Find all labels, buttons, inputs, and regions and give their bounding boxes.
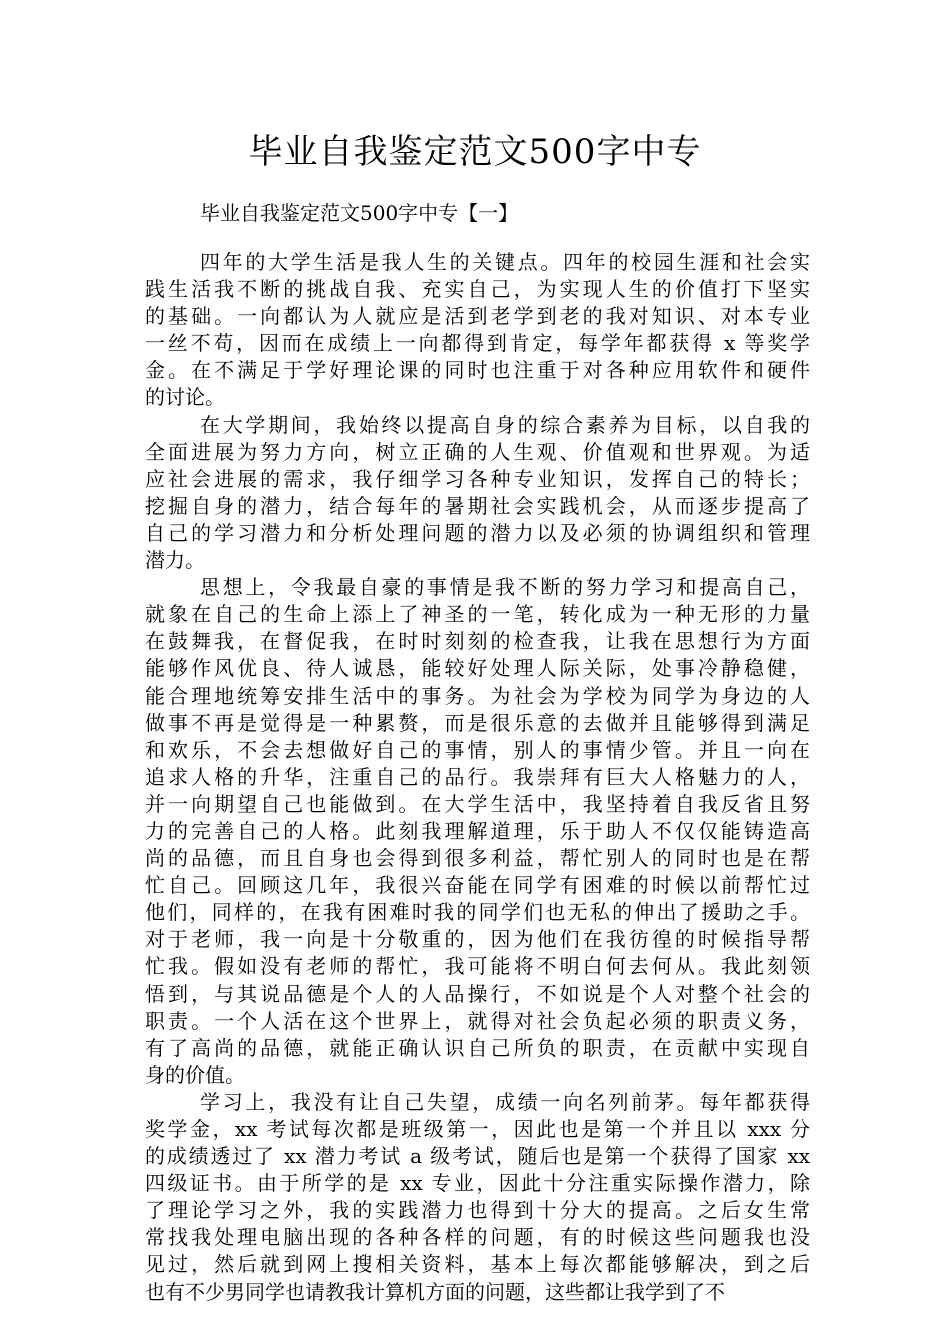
- text-line: 力的完善自己的人格。此刻我理解道理，乐于助人不仅仅能铸造高: [145, 818, 810, 843]
- text-line: 做事不再是觉得是一种累赘，而是很乐意的去做并且能够得到满足: [145, 710, 810, 735]
- text-line: 就象在自己的生命上添上了神圣的一笔，转化成为一种无形的力量: [145, 602, 810, 627]
- text-line: 能够作风优良、待人诚恳，能较好处理人际关际，处事冷静稳健，: [145, 656, 810, 681]
- paragraph: [145, 1089, 810, 1306]
- document-title: 毕业自我鉴定范文500字中专: [248, 132, 702, 172]
- text-line: 全面进展为努力方向，树立正确的人生观、价值观和世界观。为适: [145, 439, 810, 464]
- text-line: 践生活我不断的挑战自我、充实自己，为实现人生的价值打下坚实: [145, 277, 810, 302]
- text-line: 学习上，我没有让自己失望，成绩一向名列前茅。每年都获得: [200, 1089, 810, 1114]
- text-line: 的成绩透过了 xx 潜力考试 a 级考试，随后也是第一个获得了国家 xx: [145, 1144, 810, 1169]
- text-line: 在鼓舞我，在督促我，在时时刻刻的检查我，让我在思想行为方面: [145, 629, 810, 654]
- paragraph: [145, 412, 810, 575]
- text-line: 尚的品德，而且自身也会得到很多利益，帮忙别人的同时也是在帮: [145, 846, 810, 871]
- text-line: 挖掘自身的潜力，结合每年的暑期社会实践机会，从而逐步提高了: [145, 493, 810, 518]
- text-line: 有了高尚的品德，就能正确认识自己所负的职责，在贡献中实现自: [145, 1035, 810, 1060]
- text-line: 自己的学习潜力和分析处理问题的潜力以及必须的协调组织和管理: [145, 520, 810, 545]
- text-line: 和欢乐，不会去想做好自己的事情，别人的事情少管。并且一向在: [145, 737, 810, 762]
- text-line: 的基础。一向都认为人就应是活到老学到老的我对知识、对本专业: [145, 304, 810, 329]
- text-line: 他们，同样的，在我有困难时我的同学们也无私的伸出了援助之手。: [145, 900, 810, 925]
- paragraph: [145, 574, 810, 1089]
- text-line: 金。在不满足于学好理论课的同时也注重于对各种应用软件和硬件: [145, 358, 810, 383]
- text-line: 应社会进展的需求，我仔细学习各种专业知识，发挥自己的特长；: [145, 466, 810, 491]
- section-heading: 毕业自我鉴定范文500字中专【一】: [200, 201, 519, 225]
- text-line: 忙自己。回顾这几年，我很兴奋能在同学有困难的时候以前帮忙过: [145, 873, 810, 898]
- paragraph: [145, 249, 810, 412]
- text-line: 在大学期间，我始终以提高自身的综合素养为目标，以自我的: [200, 412, 810, 437]
- text-line: 的讨论。: [145, 385, 225, 410]
- text-line: 见过，然后就到网上搜相关资料，基本上每次都能够解决，到之后: [145, 1252, 810, 1277]
- text-line: 忙我。假如没有老师的帮忙，我可能将不明白何去何从。我此刻领: [145, 954, 810, 979]
- text-line: 四年的大学生活是我人生的关键点。四年的校园生涯和社会实: [200, 250, 810, 274]
- text-line: 对于老师，我一向是十分敬重的，因为他们在我彷徨的时候指导帮: [145, 927, 810, 952]
- text-line: 也有不少男同学也请教我计算机方面的问题，这些都让我学到了不: [145, 1279, 725, 1304]
- text-line: 四级证书。由于所学的是 xx 专业，因此十分注重实际操作潜力，除: [145, 1171, 810, 1196]
- document-body: [145, 249, 810, 1306]
- text-line: 一丝不苟，因而在成绩上一向都得到肯定，每学年都获得 x 等奖学: [145, 331, 810, 356]
- text-line: 职责。一个人活在这个世界上，就得对社会负起必须的职责义务，: [145, 1008, 810, 1033]
- text-line: 并一向期望自己也能做到。在大学生活中，我坚持着自我反省且努: [145, 791, 810, 816]
- text-line: 奖学金，xx 考试每次都是班级第一，因此也是第一个并且以 xxx 分: [145, 1117, 810, 1141]
- text-line: 追求人格的升华，注重自己的品行。我崇拜有巨大人格魅力的人，: [145, 764, 810, 789]
- text-line: 悟到，与其说品德是个人的人品操行，不如说是个人对整个社会的: [145, 981, 810, 1006]
- text-line: 潜力。: [145, 548, 205, 573]
- text-line: 能合理地统筹安排生活中的事务。为社会为学校为同学为身边的人: [145, 683, 810, 708]
- text-line: 常找我处理电脑出现的各种各样的问题，有的时候这些问题我也没: [145, 1225, 810, 1250]
- text-line: 思想上，令我最自豪的事情是我不断的努力学习和提高自己，: [200, 575, 810, 600]
- text-line: 身的价值。: [145, 1062, 245, 1087]
- text-line: 了理论学习之外，我的实践潜力也得到十分大的提高。之后女生常: [145, 1198, 810, 1223]
